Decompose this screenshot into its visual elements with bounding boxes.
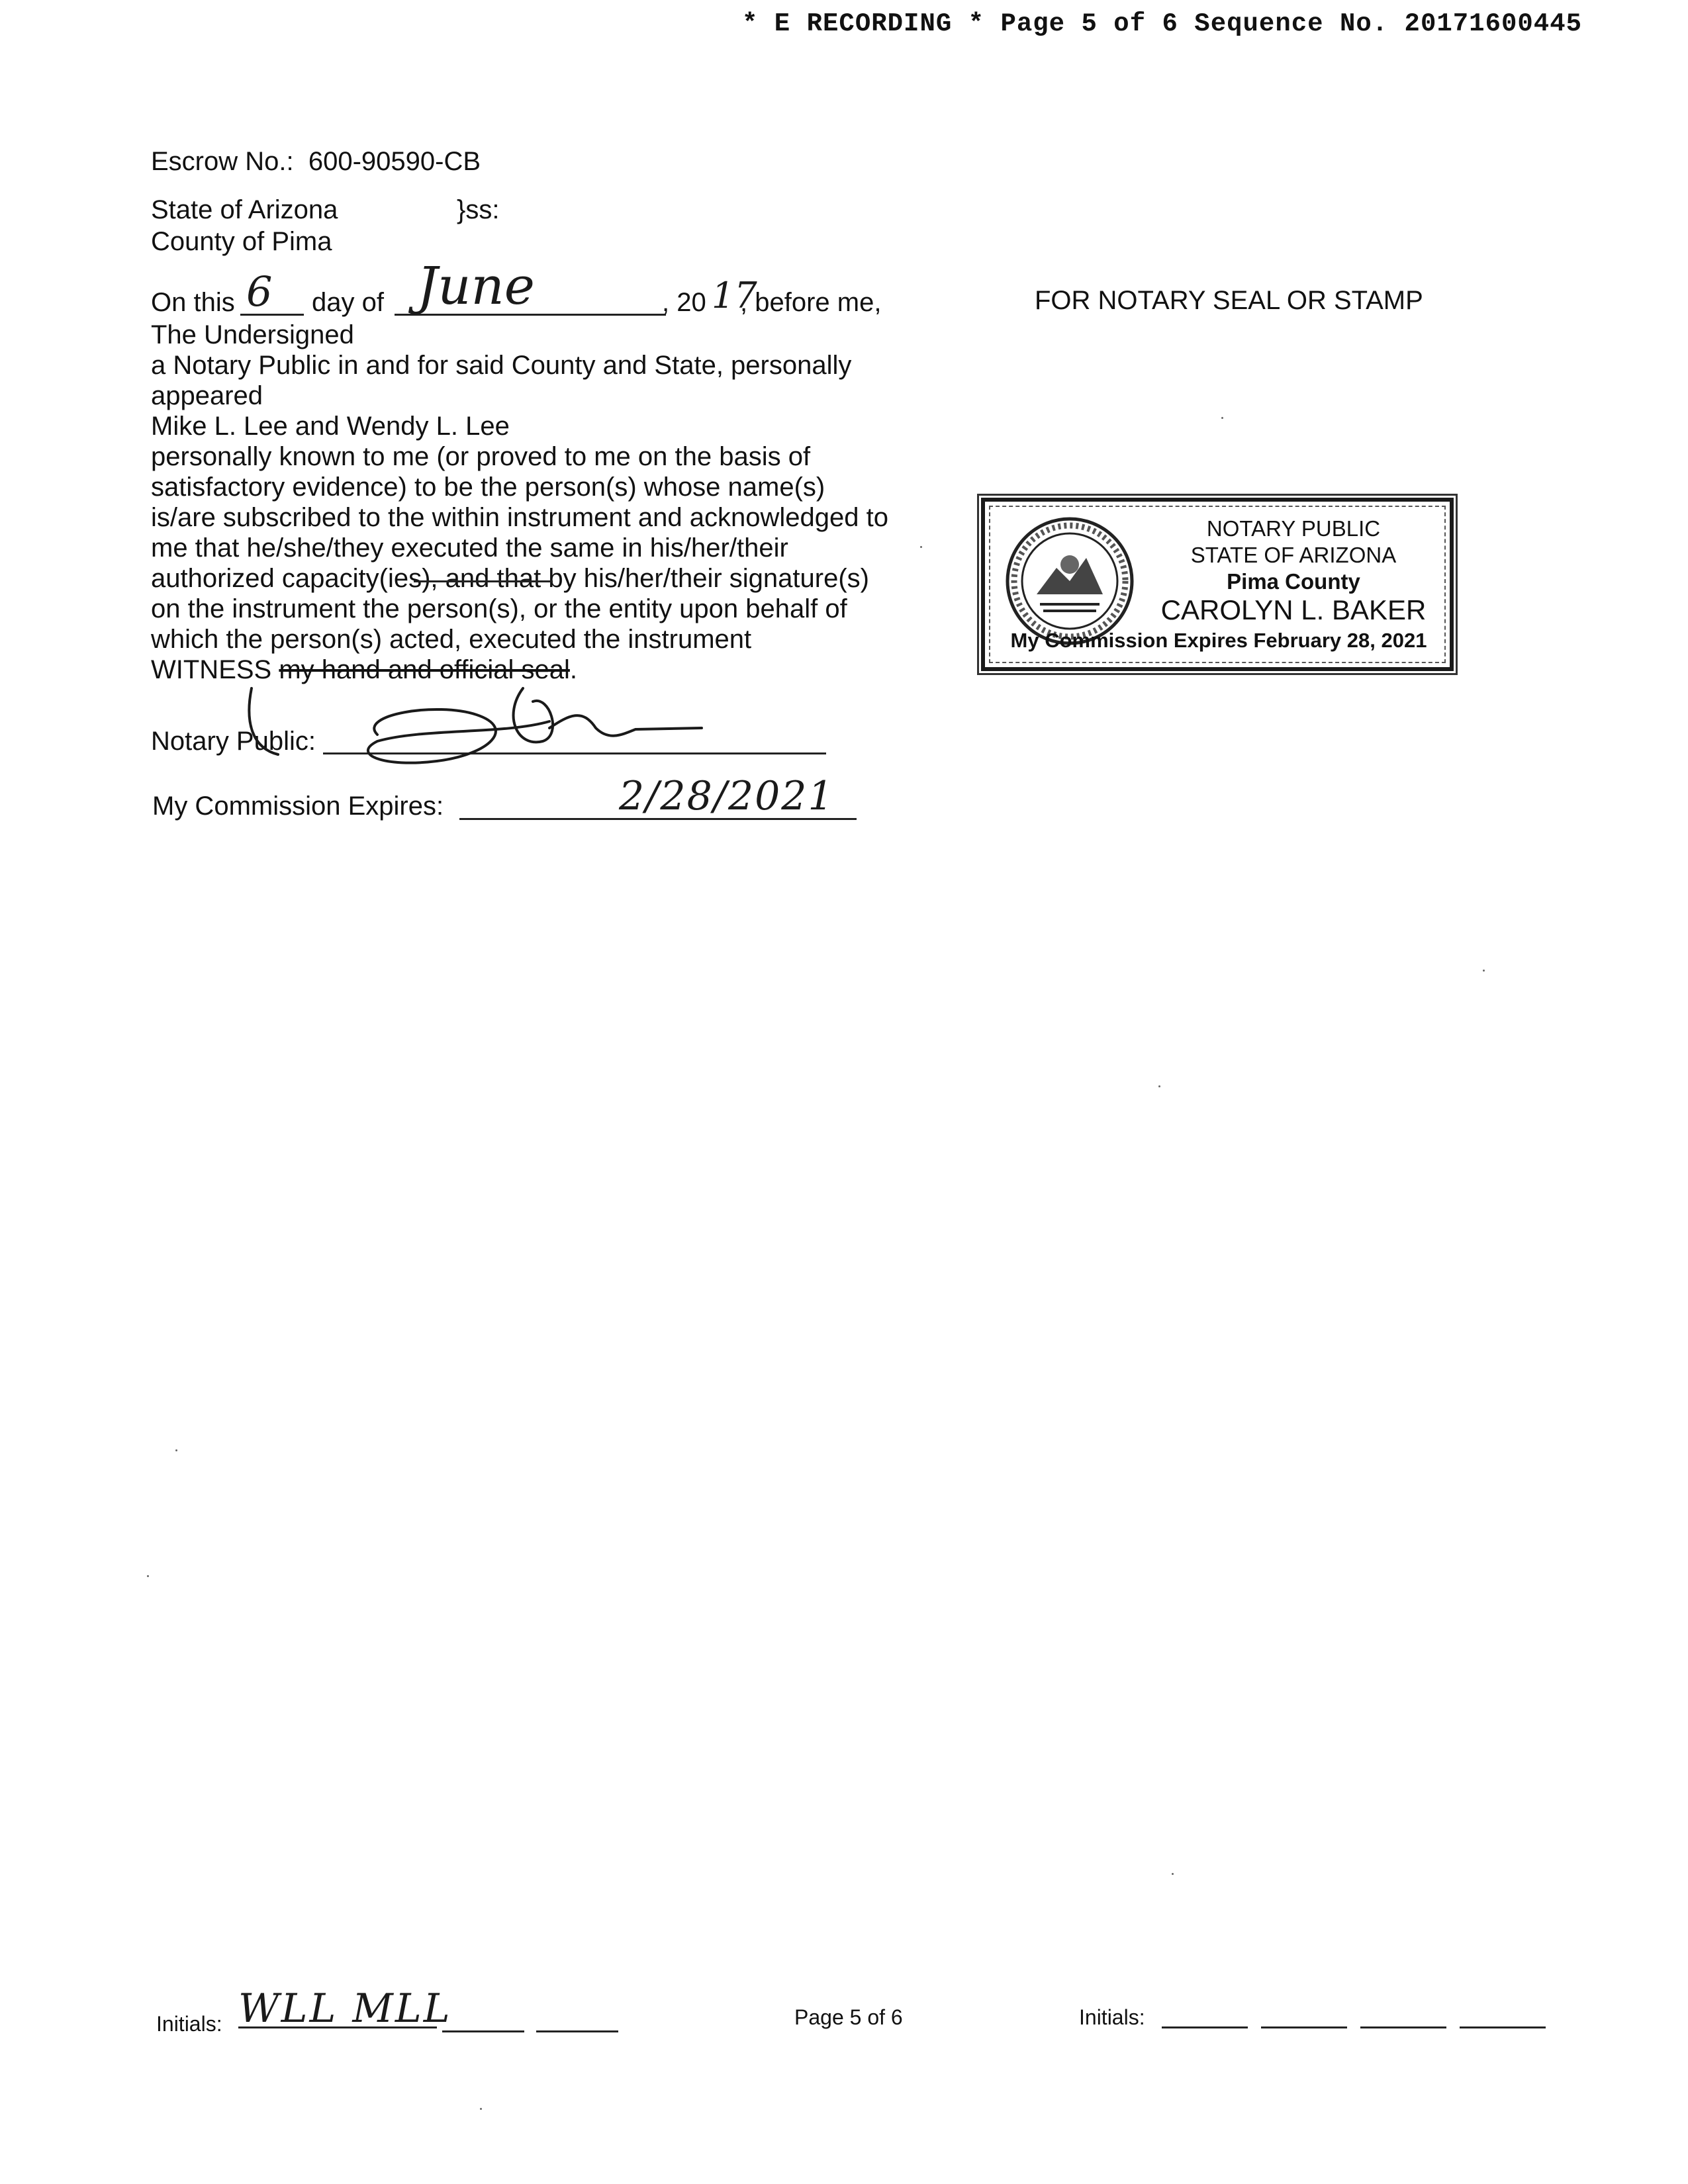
footer-initials-right-label: Initials:: [1079, 2005, 1145, 2029]
scan-speck: [147, 1575, 149, 1577]
ack-year-prefix: , 20: [662, 288, 706, 317]
state-seal-icon: [1004, 515, 1136, 647]
scan-speck: [920, 546, 922, 548]
escrow-line: [151, 147, 481, 177]
commission-label: My Commission Expires:: [152, 792, 444, 821]
initials-blank: [238, 2026, 437, 2028]
notary-signature-graphic: [238, 675, 715, 781]
notary-public-label: Notary Public:: [151, 727, 316, 756]
ack-day-of: day of: [312, 288, 384, 317]
ack-body-line: which the person(s) acted, executed the instrument: [151, 625, 752, 654]
initials-blank: [1360, 2026, 1446, 2028]
witness-word: WITNESS: [151, 655, 272, 684]
commission-handwritten: 2/28/2021: [619, 773, 835, 819]
stamp-state: STATE OF ARIZONA: [1190, 543, 1397, 567]
stamp-notary-name: CAROLYN L. BAKER: [1160, 594, 1427, 625]
ack-signers: Mike L. Lee and Wendy L. Lee: [151, 412, 510, 441]
scan-speck: [1172, 1873, 1174, 1875]
stamp-title: NOTARY PUBLIC: [1206, 516, 1381, 541]
ack-body-line: authorized capacity(ies), and that by his/her/their signature(s): [151, 564, 869, 593]
scan-speck: [1158, 1085, 1160, 1087]
strikethrough-mark: [414, 580, 553, 582]
escrow-number: 600-90590-CB: [308, 147, 481, 176]
footer-initials-left-label: Initials:: [156, 2012, 222, 2036]
seal-area-label: FOR NOTARY SEAL OR STAMP: [1035, 286, 1423, 315]
escrow-label: Escrow No.:: [151, 147, 294, 176]
ack-body-line: satisfactory evidence) to be the person(s) whose name(s): [151, 473, 825, 502]
ack-on-this: On this: [151, 288, 235, 317]
initials-blank: [1460, 2026, 1546, 2028]
scan-speck: [175, 1449, 177, 1451]
footer-page-number: Page 5 of 6: [794, 2005, 903, 2029]
year-handwritten: 17: [712, 275, 757, 316]
scan-speck: [1483, 970, 1485, 972]
initials-blank: [442, 2030, 524, 2032]
scan-speck: [1221, 417, 1223, 419]
ack-body-line: personally known to me (or proved to me on the basis of: [151, 442, 811, 471]
ack-notary-line-1: a Notary Public in and for said County and State, personally: [151, 351, 852, 380]
ack-officer: The Undersigned: [151, 320, 354, 349]
notary-stamp: [981, 498, 1454, 671]
stamp-county: Pima County: [1227, 569, 1360, 594]
venue-county: County of Pima: [151, 227, 332, 256]
ack-body-line: is/are subscribed to the within instrument and acknowledged to: [151, 503, 888, 532]
venue-ss: }ss:: [457, 195, 500, 224]
initials-blank: [1162, 2026, 1248, 2028]
footer-initials-handwritten: WLL MLL: [238, 1985, 452, 2032]
ack-body-line: on the instrument the person(s), or the entity upon behalf of: [151, 594, 847, 623]
initials-blank: [1261, 2026, 1347, 2028]
month-handwritten: June: [417, 257, 535, 316]
initials-blank: [536, 2030, 618, 2032]
witness-period: .: [569, 655, 578, 684]
recording-header: * E RECORDING * Page 5 of 6 Sequence No. 20171600445: [742, 9, 1582, 38]
scan-speck: [480, 2108, 482, 2110]
stamp-expiration: My Commission Expires February 28, 2021: [1010, 629, 1427, 652]
ack-body-line: me that he/she/they executed the same in his/her/their: [151, 533, 788, 563]
ack-notary-line-2: appeared: [151, 381, 263, 410]
witness-struck-text: my hand and official seal: [279, 655, 570, 684]
venue-state: State of Arizona: [151, 195, 338, 224]
day-handwritten: 6: [246, 267, 273, 316]
ack-before-me: , before me,: [740, 288, 882, 317]
